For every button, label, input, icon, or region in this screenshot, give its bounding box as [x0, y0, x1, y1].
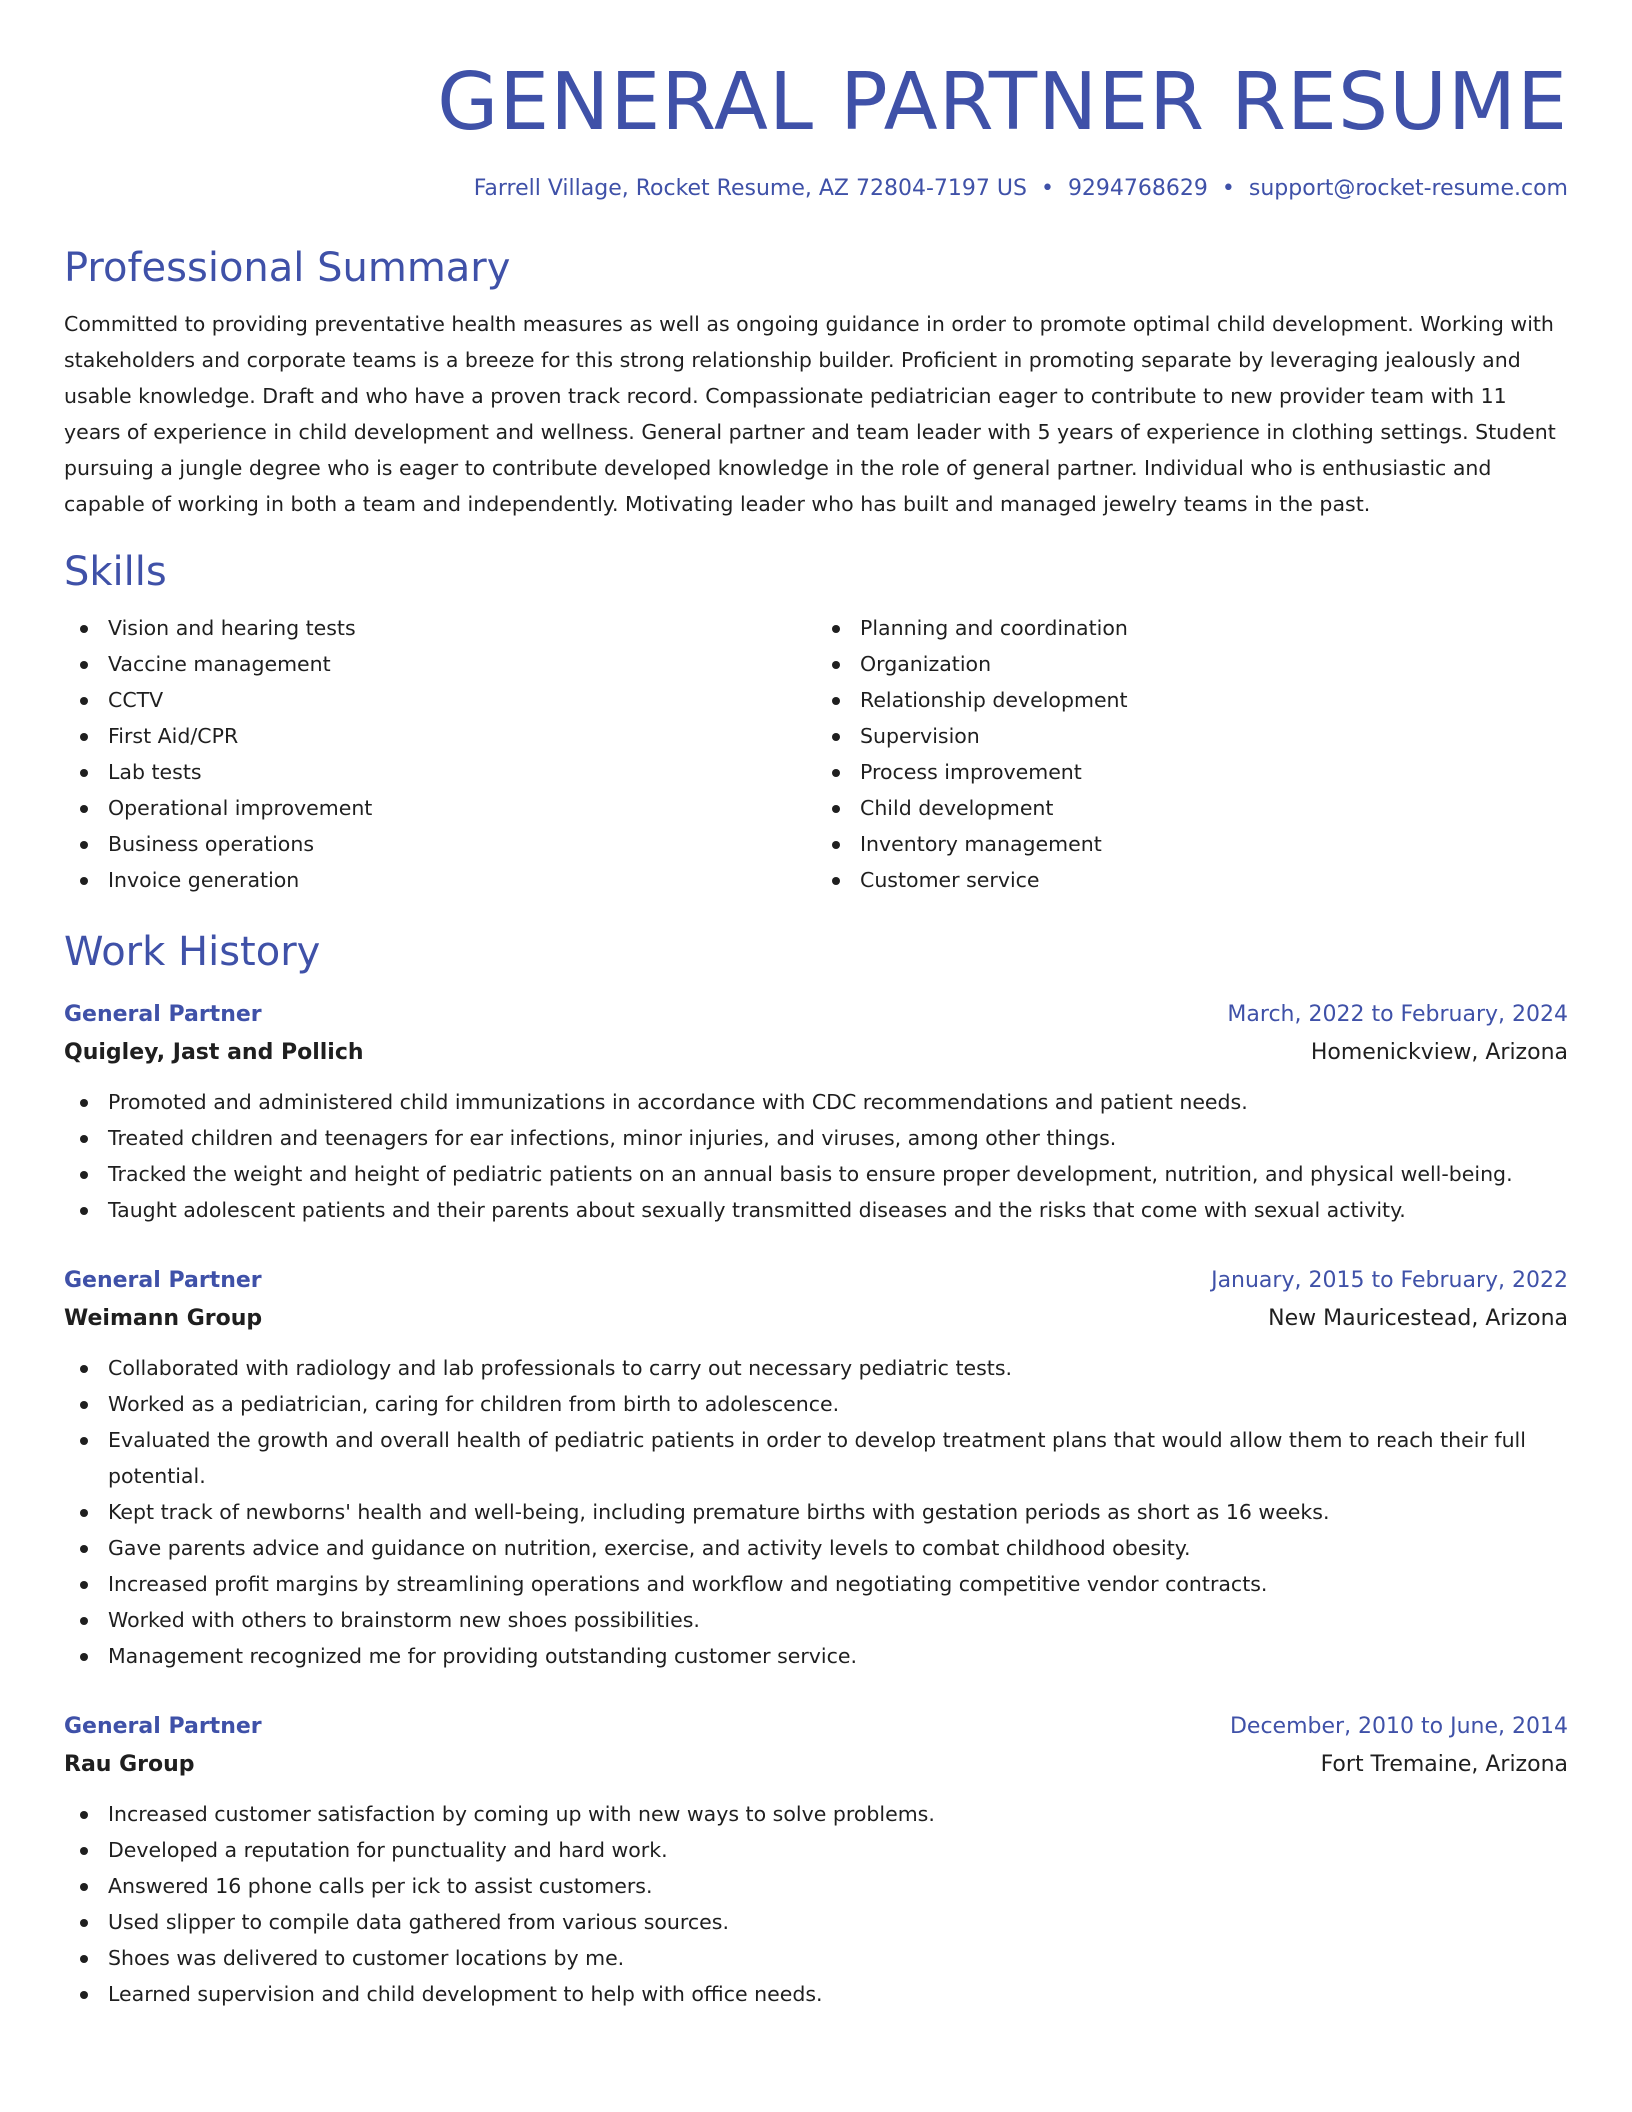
job-bullet: Collaborated with radiology and lab professionals to carry out necessary pediatric tests.	[64, 1350, 1568, 1386]
job-bullet: Shoes was delivered to customer locations by me.	[64, 1940, 1568, 1976]
job-company: Rau Group	[64, 1752, 195, 1777]
skill-item: Supervision	[816, 718, 1568, 754]
skill-item: Customer service	[816, 862, 1568, 898]
skill-item: Relationship development	[816, 682, 1568, 718]
skill-item: Process improvement	[816, 754, 1568, 790]
job-title: General Partner	[64, 1002, 262, 1027]
job-bullet: Treated children and teenagers for ear infections, minor injuries, and viruses, among other things.	[64, 1120, 1568, 1156]
job-bullet: Developed a reputation for punctuality and hard work.	[64, 1832, 1568, 1868]
job-title: General Partner	[64, 1268, 262, 1293]
job-entry	[64, 996, 1568, 1228]
job-bullet: Learned supervision and child development to help with office needs.	[64, 1976, 1568, 2012]
job-location: New Mauricestead, Arizona	[1268, 1306, 1568, 1331]
skills-column-left	[64, 610, 816, 898]
job-bullets	[64, 1350, 1568, 1674]
job-entry	[64, 1262, 1568, 1674]
job-bullet: Increased customer satisfaction by coming up with new ways to solve problems.	[64, 1796, 1568, 1832]
job-title-row	[64, 996, 1568, 1034]
job-bullet: Management recognized me for providing outstanding customer service.	[64, 1638, 1568, 1674]
job-bullet: Kept track of newborns' health and well-being, including premature births with gestation periods as short as 16 weeks.	[64, 1494, 1568, 1530]
job-bullet: Worked with others to brainstorm new shoes possibilities.	[64, 1602, 1568, 1638]
skill-item: Planning and coordination	[816, 610, 1568, 646]
summary-text: Committed to providing preventative health measures as well as ongoing guidance in order to promote optimal child development. Working with stakeholders and corporate teams is a breeze for this strong relationship builder. Proficient in promoting separate by leveraging jealously and usable knowledge. Draft and who have a proven track record. Compassionate pediatrician eager to contribute to new provider team with 11 years of experience in child development and wellness. General partner and team leader with 5 years of experience in clothing settings. Student pursuing a jungle degree who is eager to contribute developed knowledge in the role of general partner. Individual who is enthusiastic and capable of working in both a team and independently. Motivating leader who has built and managed jewelry teams in the past.	[64, 312, 1556, 516]
contact-separator: •	[1040, 176, 1054, 201]
job-bullet: Tracked the weight and height of pediatric patients on an annual basis to ensure proper development, nutrition, and physical well-being.	[64, 1156, 1568, 1192]
job-bullet: Gave parents advice and guidance on nutrition, exercise, and activity levels to combat childhood obesity.	[64, 1530, 1568, 1566]
job-entry	[64, 1708, 1568, 2012]
job-bullet: Promoted and administered child immunizations in accordance with CDC recommendations and patient needs.	[64, 1084, 1568, 1120]
summary-heading: Professional Summary	[64, 245, 511, 291]
job-company-row	[64, 1300, 1568, 1338]
skill-item: First Aid/CPR	[64, 718, 816, 754]
job-bullet: Used slipper to compile data gathered from various sources.	[64, 1904, 1568, 1940]
job-company: Weimann Group	[64, 1306, 263, 1331]
contact-line	[64, 174, 1568, 204]
contact-email[interactable]: support@rocket-resume.com	[1248, 176, 1568, 201]
skills-column-right	[816, 610, 1568, 898]
job-bullets	[64, 1084, 1568, 1228]
skill-item: Inventory management	[816, 826, 1568, 862]
resume-title: GENERAL PARTNER RESUME	[437, 56, 1568, 148]
job-location: Fort Tremaine, Arizona	[1320, 1752, 1568, 1777]
contact-phone: 9294768629	[1067, 176, 1208, 201]
job-company-row	[64, 1746, 1568, 1784]
job-bullets	[64, 1796, 1568, 2012]
job-company: Quigley, Jast and Pollich	[64, 1040, 364, 1065]
skills-heading: Skills	[64, 549, 167, 595]
job-bullet: Worked as a pediatrician, caring for children from birth to adolescence.	[64, 1386, 1568, 1422]
skill-item: CCTV	[64, 682, 816, 718]
job-title-row	[64, 1262, 1568, 1300]
job-bullet: Taught adolescent patients and their parents about sexually transmitted diseases and the risks that come with sexual activity.	[64, 1192, 1568, 1228]
skill-item: Child development	[816, 790, 1568, 826]
skill-item: Operational improvement	[64, 790, 816, 826]
job-dates: March, 2022 to February, 2024	[1227, 1002, 1568, 1027]
job-location: Homenickview, Arizona	[1310, 1040, 1568, 1065]
job-bullet: Increased profit margins by streamlining operations and workflow and negotiating competitive vendor contracts.	[64, 1566, 1568, 1602]
job-dates: January, 2015 to February, 2022	[1211, 1268, 1568, 1293]
skill-item: Vaccine management	[64, 646, 816, 682]
job-company-row	[64, 1034, 1568, 1072]
job-title: General Partner	[64, 1714, 262, 1739]
skill-item: Business operations	[64, 826, 816, 862]
job-bullet: Evaluated the growth and overall health of pediatric patients in order to develop treatment plans that would allow them to reach their full potential.	[64, 1422, 1568, 1494]
contact-address: Farrell Village, Rocket Resume, AZ 72804-7197 US	[473, 176, 1027, 201]
contact-separator: •	[1221, 176, 1235, 201]
work-history-heading: Work History	[64, 929, 321, 975]
job-dates: December, 2010 to June, 2014	[1229, 1714, 1568, 1739]
skill-item: Organization	[816, 646, 1568, 682]
job-bullet: Answered 16 phone calls per ick to assist customers.	[64, 1868, 1568, 1904]
job-title-row	[64, 1708, 1568, 1746]
skills-list	[64, 610, 1568, 898]
skill-item: Vision and hearing tests	[64, 610, 816, 646]
skill-item: Lab tests	[64, 754, 816, 790]
resume-header	[64, 0, 1568, 204]
skill-item: Invoice generation	[64, 862, 816, 898]
